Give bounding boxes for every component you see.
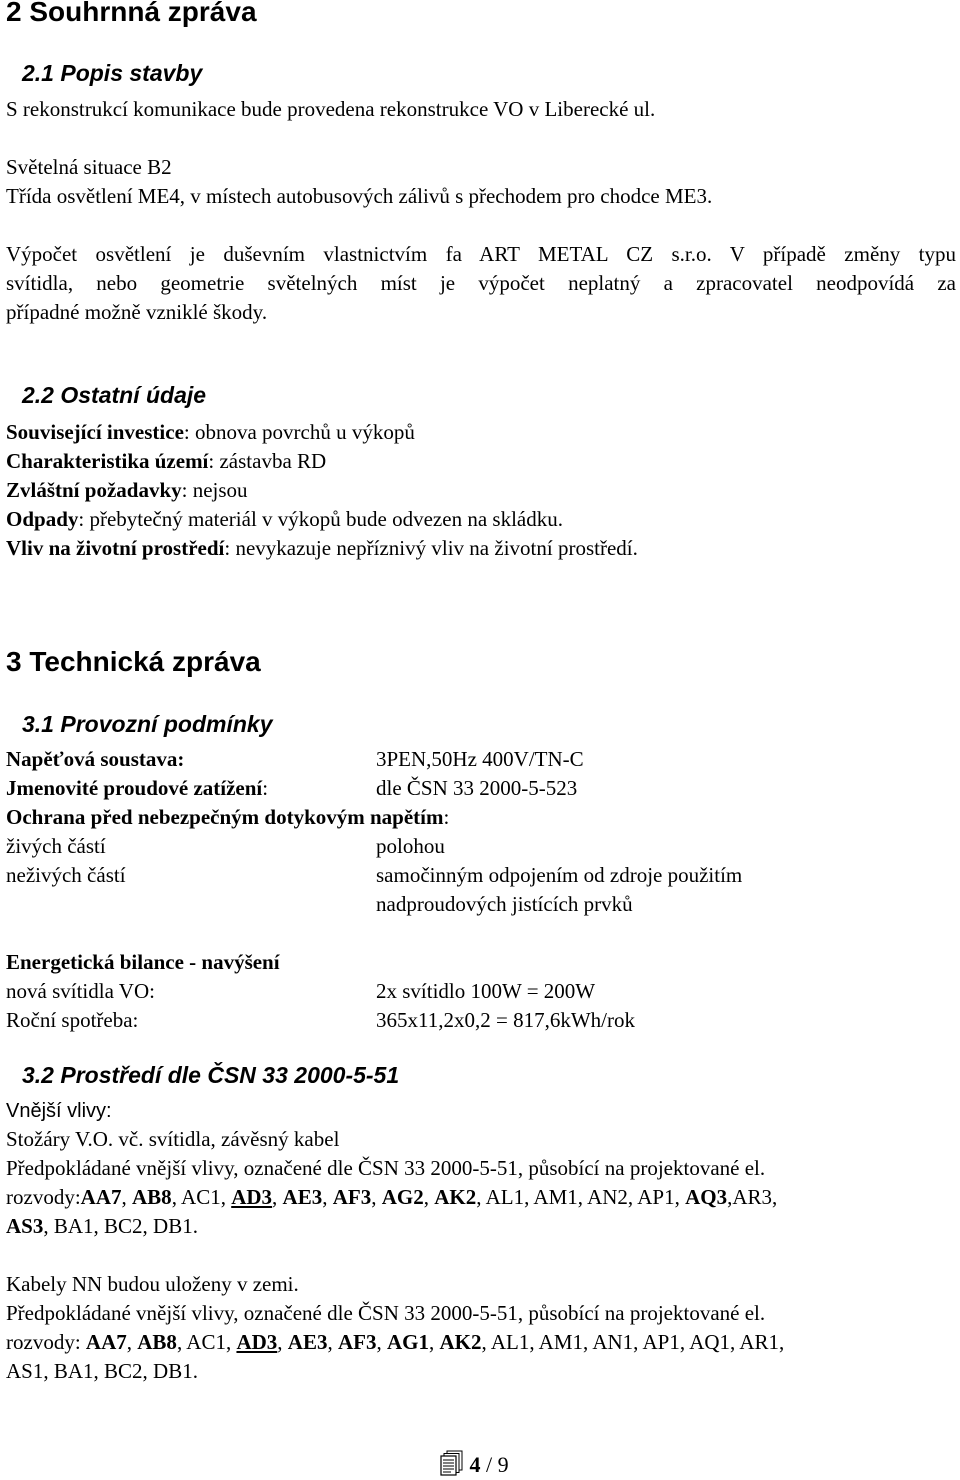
info-value: : obnova povrchů u výkopů xyxy=(183,420,415,444)
info-value: : nejsou xyxy=(181,478,248,502)
zivych-value: polohou xyxy=(376,834,445,858)
napetova-value: 3PEN,50Hz 400V/TN-C xyxy=(376,747,584,771)
page-number: 4 xyxy=(469,1452,481,1477)
paragraph: Stožáry V.O. vč. svítidla, závěsný kabel xyxy=(6,1127,340,1151)
paragraph-line: Výpočet osvětlení je duševním vlastnictvím fa ART METAL CZ s.r.o. V případě změny typu xyxy=(6,242,956,266)
zatizeni-value: dle ČSN 33 2000-5-523 xyxy=(376,776,578,800)
paragraph: Světelná situace B2 xyxy=(6,155,172,179)
vnejsi-vlivy-label: Vnější vlivy: xyxy=(6,1100,112,1122)
info-label: Vliv na životní prostředí xyxy=(6,536,225,560)
info-label: Zvláštní požadavky xyxy=(6,478,182,502)
zatizeni-label: Jmenovité proudové zatížení: xyxy=(6,776,269,800)
page-footer xyxy=(440,1450,509,1478)
section-3-heading: 3 Technická zpráva xyxy=(6,646,261,677)
spotreba-label: Roční spotřeba: xyxy=(6,1008,139,1032)
codes-line-3: rozvody: AA7, AB8, AC1, AD3, AE3, AF3, AG1, AK2, AL1, AM1, AN1, AP1, AQ1, AR1, xyxy=(6,1330,785,1354)
bilance-label: Energetická bilance - navýšení xyxy=(6,950,280,974)
nezivych-label: neživých částí xyxy=(6,863,126,887)
paragraph-line: případné možně vzniklé škody. xyxy=(6,300,268,324)
codes-line-2: AS3, BA1, BC2, DB1. xyxy=(6,1214,198,1238)
page-separator: / xyxy=(480,1452,498,1477)
section-2-heading: 2 Souhrnná zpráva xyxy=(6,0,257,27)
zivych-label: živých částí xyxy=(6,834,106,858)
codes-line-4: AS1, BA1, BC2, DB1. xyxy=(6,1359,198,1383)
svitidla-value: 2x svítidlo 100W = 200W xyxy=(376,979,596,1003)
paragraph: S rekonstrukcí komunikace bude provedena rekonstrukce VO v Liberecké ul. xyxy=(6,97,656,121)
info-label: Odpady xyxy=(6,507,79,531)
section-2-1-heading: 2.1 Popis stavby xyxy=(22,60,203,86)
ochrana-label: Ochrana před nebezpečným dotykovým napětím: xyxy=(6,805,450,829)
section-3-1-heading: 3.1 Provozní podmínky xyxy=(22,711,273,737)
info-row xyxy=(6,534,638,563)
info-value: : nevykazuje nepříznivý vliv na životní prostředí. xyxy=(224,536,638,560)
info-row xyxy=(6,476,248,505)
paragraph: Kabely NN budou uloženy v zemi. xyxy=(6,1272,299,1296)
nezivych-value-cont: nadproudových jistících prvků xyxy=(376,892,633,916)
document-pages-icon xyxy=(440,1452,470,1477)
info-label: Související investice xyxy=(6,420,184,444)
svitidla-label: nová svítidla VO: xyxy=(6,979,155,1003)
spotreba-value: 365x11,2x0,2 = 817,6kWh/rok xyxy=(376,1008,635,1032)
info-row xyxy=(6,418,415,447)
nezivych-value: samočinným odpojením od zdroje použitím xyxy=(376,863,743,887)
paragraph-disclaimer xyxy=(6,240,956,327)
section-3-2-heading: 3.2 Prostředí dle ČSN 33 2000-5-51 xyxy=(22,1062,400,1088)
info-value: : zástavba RD xyxy=(208,449,327,473)
paragraph: Třída osvětlení ME4, v místech autobusových zálivů s přechodem pro chodce ME3. xyxy=(6,184,713,208)
napetova-label: Napěťová soustava: xyxy=(6,747,185,771)
info-value: : přebytečný materiál v výkopů bude odvezen na skládku. xyxy=(78,507,563,531)
info-label: Charakteristika území xyxy=(6,449,209,473)
paragraph-line: svítidla, nebo geometrie světelných míst je výpočet neplatný a zpracovatel neodpovídá za xyxy=(6,271,956,295)
page-total: 9 xyxy=(497,1452,509,1477)
info-row xyxy=(6,505,563,534)
paragraph: Předpokládané vnější vlivy, označené dle ČSN 33 2000-5-51, působící na projektované el. xyxy=(6,1301,766,1325)
codes-line-1: rozvody:AA7, AB8, AC1, AD3, AE3, AF3, AG2, AK2, AL1, AM1, AN2, AP1, AQ3,AR3, xyxy=(6,1185,778,1209)
section-2-2-heading: 2.2 Ostatní údaje xyxy=(22,382,207,408)
paragraph: Předpokládané vnější vlivy, označené dle ČSN 33 2000-5-51, působící na projektované el. xyxy=(6,1156,766,1180)
info-row xyxy=(6,447,326,476)
